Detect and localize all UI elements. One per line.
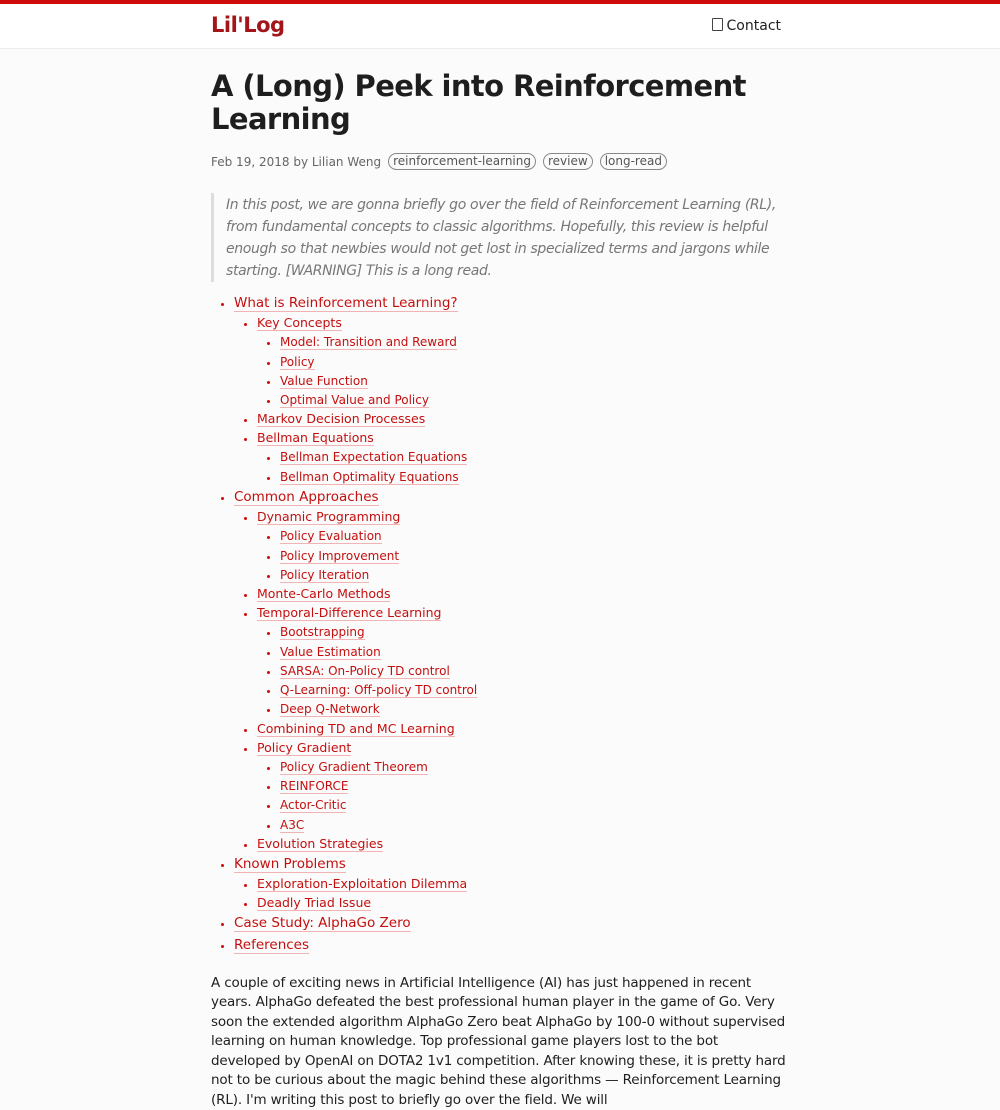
toc-item — [280, 815, 791, 834]
toc-item — [257, 507, 791, 584]
toc-link-key-concepts[interactable]: Key Concepts — [257, 315, 342, 331]
contact-icon — [712, 18, 723, 31]
toc-link-monte-carlo-methods[interactable]: Monte-Carlo Methods — [257, 586, 391, 602]
toc-item — [280, 447, 791, 466]
toc-item — [280, 565, 791, 584]
toc-link-known-problems[interactable]: Known Problems — [234, 855, 346, 872]
toc-item — [280, 546, 791, 565]
toc-link-policy-improvement[interactable]: Policy Improvement — [280, 548, 400, 563]
toc-link-bellman-optimality-equations[interactable]: Bellman Optimality Equations — [280, 469, 459, 484]
toc-link-value-estimation[interactable]: Value Estimation — [280, 644, 381, 659]
toc-link-markov-decision-processes[interactable]: Markov Decision Processes — [257, 411, 426, 427]
toc-sublist — [234, 313, 791, 486]
toc-item — [280, 467, 791, 486]
toc-link-a3c[interactable]: A3C — [280, 817, 305, 832]
post-author: Lilian Weng — [311, 154, 382, 169]
toc-item — [280, 352, 791, 371]
toc-item — [280, 390, 791, 409]
toc-link-policy-gradient-theorem[interactable]: Policy Gradient Theorem — [280, 759, 428, 774]
toc-item — [234, 912, 791, 933]
toc-sublist — [257, 622, 791, 718]
toc-item — [280, 661, 791, 680]
toc-link-policy-gradient[interactable]: Policy Gradient — [257, 739, 352, 755]
toc-link-policy[interactable]: Policy — [280, 354, 315, 369]
post-summary: In this post, we are gonna briefly go over the field of Reinforcement Learning (RL), from fundamental concepts to classic algorithms. Hopefully, this review is helpful enough so that newbies would not get lost in specialized terms and jargons while starting. [WARNING] This is a long read. — [211, 193, 791, 282]
tag-reinforcement-learning[interactable]: reinforcement-learning — [388, 153, 536, 170]
toc-link-deadly-triad-issue[interactable]: Deadly Triad Issue — [257, 895, 372, 911]
toc-item — [257, 584, 791, 603]
toc-item — [280, 776, 791, 795]
toc-link-exploration-exploitation-dilemma[interactable]: Exploration-Exploitation Dilemma — [257, 876, 468, 892]
post-meta — [211, 153, 791, 170]
toc-item — [257, 719, 791, 738]
tag-long-read[interactable]: long-read — [600, 153, 667, 170]
site-logo[interactable]: Lil'Log — [211, 13, 285, 37]
toc-link-dynamic-programming[interactable]: Dynamic Programming — [257, 509, 401, 525]
toc-item — [280, 795, 791, 814]
toc-link-policy-evaluation[interactable]: Policy Evaluation — [280, 529, 382, 544]
toc-link-sarsa-on-policy-td-control[interactable]: SARSA: On-Policy TD control — [280, 663, 450, 678]
toc-sublist — [257, 757, 791, 834]
toc-item — [257, 738, 791, 834]
toc-link-policy-iteration[interactable]: Policy Iteration — [280, 567, 370, 582]
toc-item — [257, 313, 791, 409]
toc-item — [257, 834, 791, 853]
toc-item — [257, 409, 791, 428]
tag-review[interactable]: review — [543, 153, 593, 170]
toc-item — [280, 332, 791, 351]
toc-link-optimal-value-and-policy[interactable]: Optimal Value and Policy — [280, 393, 429, 408]
post-title: A (Long) Peek into Reinforcement Learning — [211, 69, 746, 136]
toc-sublist — [257, 447, 791, 486]
toc-item — [257, 428, 791, 486]
toc-item — [280, 642, 791, 661]
toc-link-bootstrapping[interactable]: Bootstrapping — [280, 625, 365, 640]
toc-sublist — [234, 874, 791, 912]
toc-sublist — [234, 507, 791, 853]
toc-item — [280, 371, 791, 390]
toc-link-evolution-strategies[interactable]: Evolution Strategies — [257, 835, 384, 851]
toc-link-bellman-expectation-equations[interactable]: Bellman Expectation Equations — [280, 450, 468, 465]
toc-item — [234, 486, 791, 853]
contact-link[interactable] — [712, 18, 781, 34]
author-prefix: by — [293, 154, 309, 169]
toc-item — [257, 893, 791, 912]
toc-link-temporal-difference-learning[interactable]: Temporal-Difference Learning — [257, 605, 442, 621]
intro-paragraph: A couple of exciting news in Artificial Intelligence (AI) has just happened in recent years. AlphaGo defeated the best professional human player in the game of Go. Very soon the extended algorithm AlphaGo Zero beat AlphaGo by 100-0 without supervised learning on human knowledge. Top professional game players lost to the bot developed by OpenAI on DOTA2 1v1 competition. After knowing these, it is pretty hard not to be curious about the magic behind these algorithms — Reinforcement Learning (RL). I'm writing this post to briefly go over the field. We will — [211, 974, 786, 1108]
toc-link-deep-q-network[interactable]: Deep Q-Network — [280, 702, 380, 717]
toc-link-q-learning-off-policy-td-control[interactable]: Q-Learning: Off-policy TD control — [280, 683, 478, 698]
post-content — [211, 70, 791, 1110]
toc-link-combining-td-and-mc-learning[interactable]: Combining TD and MC Learning — [257, 720, 455, 736]
toc-link-value-function[interactable]: Value Function — [280, 373, 368, 388]
toc-link-common-approaches[interactable]: Common Approaches — [234, 489, 379, 506]
toc-item — [280, 699, 791, 718]
table-of-contents — [211, 292, 791, 955]
toc-item — [234, 853, 791, 912]
toc-item — [280, 622, 791, 641]
toc-link-bellman-equations[interactable]: Bellman Equations — [257, 430, 374, 446]
toc-link-actor-critic[interactable]: Actor-Critic — [280, 798, 347, 813]
contact-label: Contact — [726, 18, 781, 34]
toc-item — [234, 934, 791, 955]
toc-item — [257, 603, 791, 718]
toc-link-model-transition-and-reward[interactable]: Model: Transition and Reward — [280, 335, 457, 350]
site-header — [0, 4, 1000, 49]
post-date: Feb 19, 2018 — [211, 154, 290, 169]
toc-link-what-is-reinforcement-learning[interactable]: What is Reinforcement Learning? — [234, 295, 458, 311]
toc-item — [280, 757, 791, 776]
toc-item — [280, 526, 791, 545]
toc-sublist — [257, 526, 791, 584]
toc-sublist — [257, 332, 791, 409]
toc-link-case-study-alphago-zero[interactable]: Case Study: AlphaGo Zero — [234, 915, 411, 932]
toc-link-reinforce[interactable]: REINFORCE — [280, 779, 349, 794]
toc-item — [257, 874, 791, 893]
toc-item — [234, 292, 791, 486]
toc-link-references[interactable]: References — [234, 936, 310, 953]
toc-item — [280, 680, 791, 699]
